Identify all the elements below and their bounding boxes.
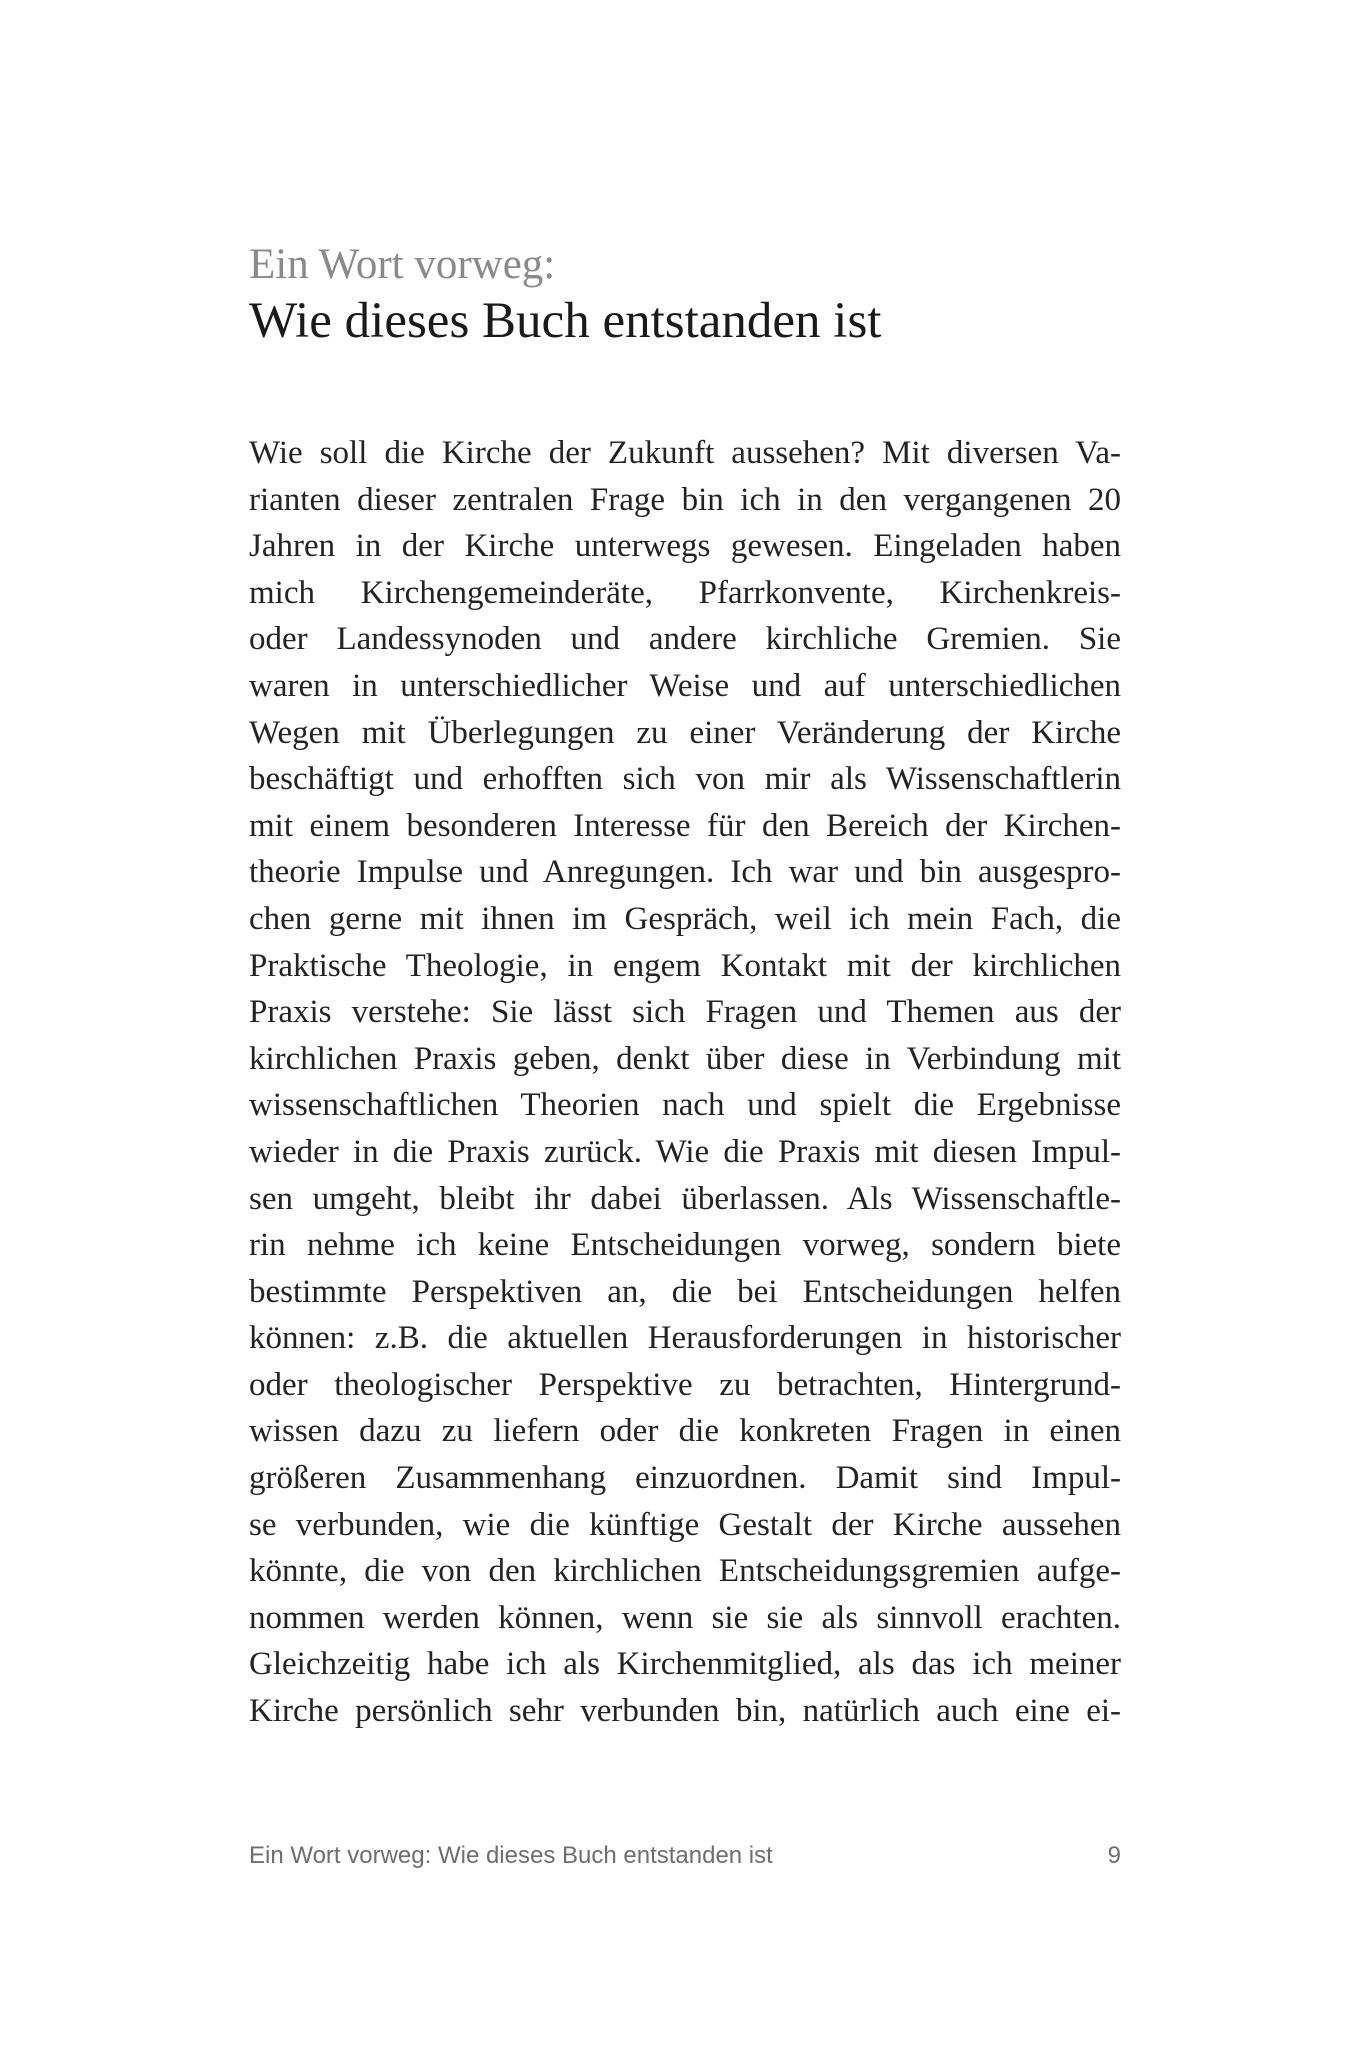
text-line: chen gerne mit ihnen im Gespräch, weil ich mein Fach, die xyxy=(249,900,1121,937)
chapter-heading xyxy=(249,240,1129,352)
text-line: se verbunden, wie die künftige Gestalt der Kirche aussehen xyxy=(249,1506,1121,1543)
text-line: können: z.B. die aktuellen Herausforderungen in historischer xyxy=(249,1320,1121,1357)
page-number: 9 xyxy=(1107,1842,1121,1869)
text-line: rin nehme ich keine Entscheidungen vorweg, sondern biete xyxy=(249,1227,1121,1264)
text-line: Praktische Theologie, in engem Kontakt mit der kirchlichen xyxy=(249,947,1121,984)
running-footer-title: Ein Wort vorweg: Wie dieses Buch entstanden ist xyxy=(249,1842,773,1869)
text-line: nommen werden können, wenn sie sie als sinnvoll erachten. xyxy=(249,1599,1121,1636)
text-line: waren in unterschiedlicher Weise und auf unterschiedlichen xyxy=(249,667,1121,704)
text-line: sen umgeht, bleibt ihr dabei überlassen. Als Wissenschaftle- xyxy=(249,1180,1121,1217)
text-line: wieder in die Praxis zurück. Wie die Praxis mit diesen Impul- xyxy=(249,1133,1121,1170)
text-line: Jahren in der Kirche unterwegs gewesen. Eingeladen haben xyxy=(249,528,1121,565)
text-line: Kirche persönlich sehr verbunden bin, natürlich auch eine ei- xyxy=(249,1693,1121,1730)
chapter-title: Wie dieses Buch entstanden ist xyxy=(249,293,882,349)
text-line: könnte, die von den kirchlichen Entscheidungsgremien aufge- xyxy=(249,1553,1121,1590)
text-line: mit einem besonderen Interesse für den Bereich der Kirchen- xyxy=(249,807,1121,844)
body-paragraph xyxy=(249,430,1121,1735)
text-line: rianten dieser zentralen Frage bin ich in den vergangenen 20 xyxy=(249,481,1121,518)
text-line: beschäftigt und erhofften sich von mir als Wissenschaftlerin xyxy=(249,761,1121,798)
text-line: mich Kirchengemeinderäte, Pfarrkonvente, Kirchenkreis- xyxy=(249,574,1121,611)
text-line: bestimmte Perspektiven an, die bei Entscheidungen helfen xyxy=(249,1273,1121,1310)
text-line: wissenschaftlichen Theorien nach und spielt die Ergebnisse xyxy=(249,1087,1121,1124)
text-line: größeren Zusammenhang einzuordnen. Damit sind Impul- xyxy=(249,1460,1121,1497)
text-line: oder theologischer Perspektive zu betrachten, Hintergrund- xyxy=(249,1366,1121,1403)
chapter-kicker: Ein Wort vorweg: xyxy=(249,241,556,288)
text-line: Gleichzeitig habe ich als Kirchenmitglied, als das ich meiner xyxy=(249,1646,1121,1683)
page-footer xyxy=(249,1838,1121,1874)
text-line: Praxis verstehe: Sie lässt sich Fragen und Themen aus der xyxy=(249,994,1121,1031)
text-line: kirchlichen Praxis geben, denkt über diese in Verbindung mit xyxy=(249,1040,1121,1077)
text-line: theorie Impulse und Anregungen. Ich war und bin ausgespro- xyxy=(249,854,1121,891)
text-line: wissen dazu zu liefern oder die konkreten Fragen in einen xyxy=(249,1413,1121,1450)
text-line: Wie soll die Kirche der Zukunft aussehen? Mit diversen Va- xyxy=(249,435,1121,471)
text-line: oder Landessynoden und andere kirchliche Gremien. Sie xyxy=(249,621,1121,658)
text-line: Wegen mit Überlegungen zu einer Veränderung der Kirche xyxy=(249,714,1121,751)
